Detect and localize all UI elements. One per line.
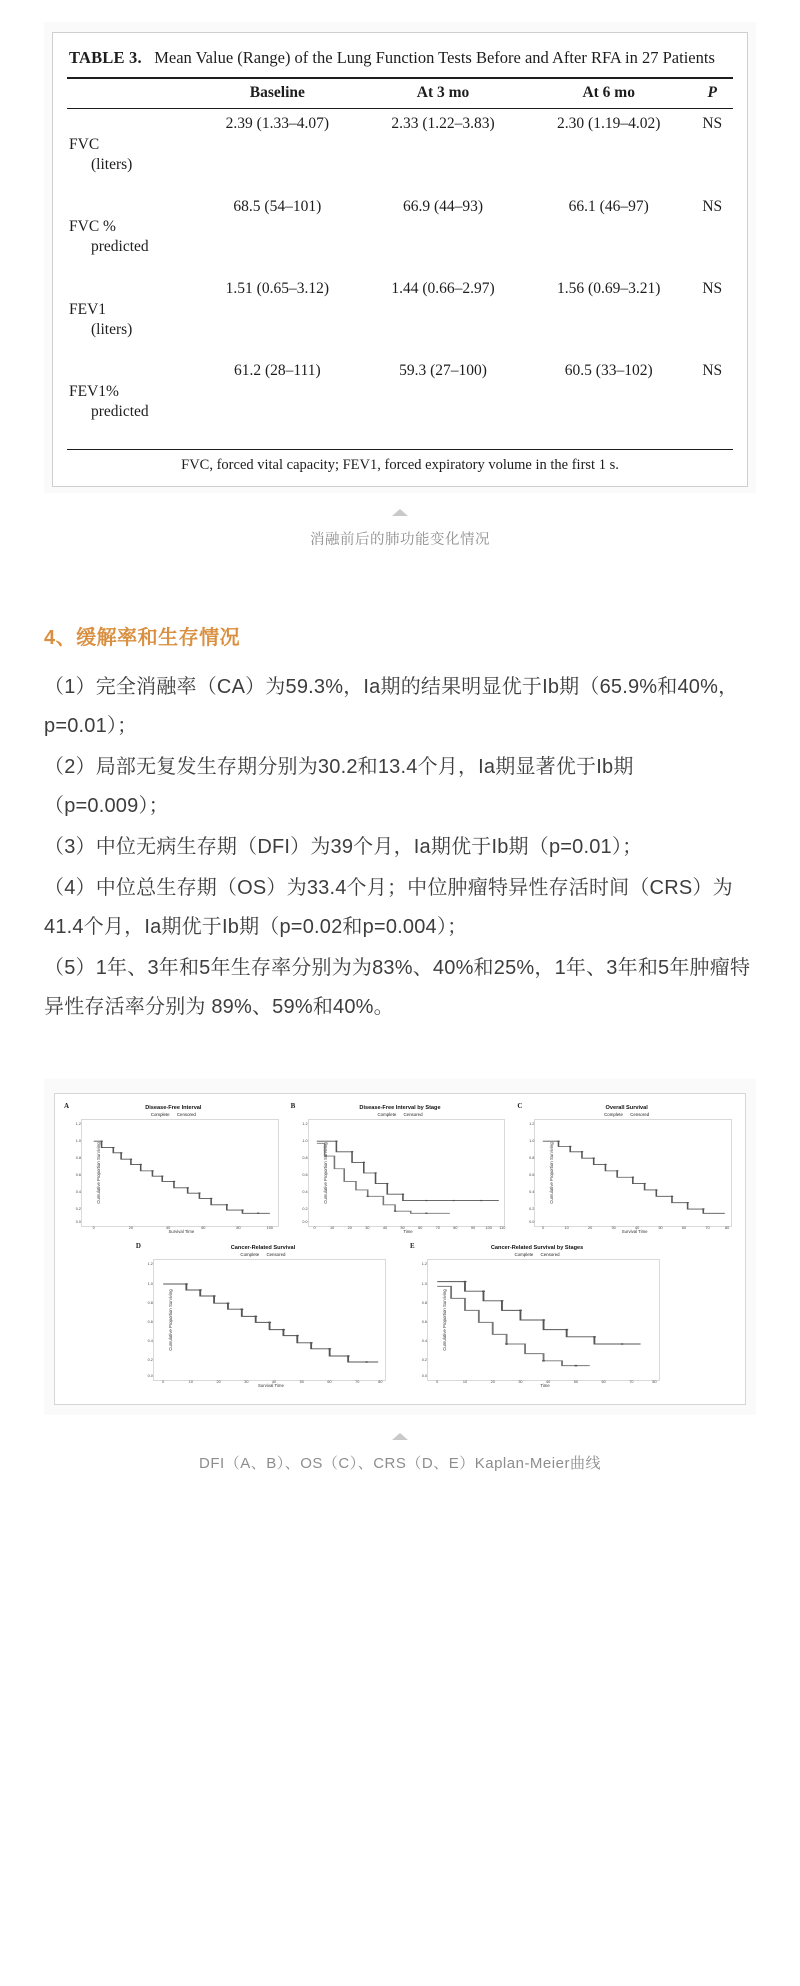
cell-at3mo: 59.3 (27–100) [399,362,487,380]
x-ticks-b: 0 10 20 30 40 50 60 70 80 90 100 110 [313,1225,506,1230]
section-heading: 4、缓解率和生存情况 [44,626,241,649]
legend-complete: Complete [514,1251,534,1257]
plot-area-e [421,1259,660,1384]
x-ticks-e: 0 10 20 30 40 50 60 70 80 [436,1379,657,1384]
legend-censored: Censored [176,1111,196,1117]
y-ticks-c: 1.2 1.0 0.8 0.6 0.4 0.2 0.0 [529,1121,535,1225]
panel-legend-b [292,1112,509,1117]
km-curve-e [428,1260,659,1380]
legend-complete: Complete [150,1111,170,1117]
legend-censored: Censored [540,1251,560,1257]
cell-p: NS [702,279,723,297]
lung-function-table-card [52,32,748,487]
x-axis-label-b: Time [403,1228,413,1234]
lung-function-table [67,79,733,442]
table-title-text: Mean Value (Range) of the Lung Function Tests Before and After RFA in 27 Patients [154,48,715,67]
km-curve-c [535,1120,731,1226]
km-curve-a [82,1120,278,1226]
charts-row-top [63,1102,737,1236]
table-header-row [67,79,733,109]
chart-panel-b [290,1102,511,1236]
x-ticks-a: 0 20 40 60 80 100 [92,1225,274,1230]
panel-letter-b: B [290,1101,296,1110]
paragraph-1: （1）完全消融率（CA）为59.3%，Ia期的结果明显优于Ib期（65.9%和40%，p=0.01）； [44,675,739,737]
row-label-main: FEV1 [69,300,107,318]
legend-complete: Complete [377,1111,397,1117]
row-label-fvc-percent [67,196,195,278]
x-axis-label-a: Survival Time [168,1228,195,1234]
row-label-fev1 [67,278,195,360]
plot-area-a [75,1119,279,1230]
cell-p: NS [702,115,723,133]
y-ticks-d: 1.2 1.0 0.8 0.6 0.4 0.2 0.0 [147,1262,153,1378]
legend-censored: Censored [266,1251,286,1257]
legend-complete: Complete [604,1111,623,1117]
paragraph-5: （5）1年、3年和5年生存率分别为为83%、40%和25%，1年、3年和5年肿瘤特异性存活率分别为 89%、59%和40%。 [44,956,751,1018]
cell-at6mo: 2.30 (1.19–4.02) [557,115,661,133]
row-label-main: FEV1% [69,383,119,401]
row-label-sub: (liters) [91,320,133,338]
column-header-p: P [692,79,733,109]
table-title [67,43,733,79]
cell-baseline: 68.5 (54–101) [233,197,322,215]
x-ticks-d: 0 10 20 30 40 50 60 70 80 [162,1379,383,1384]
y-axis-label-e: Cumulative Proportion Surviving [442,1288,448,1351]
panel-legend-a [65,1112,282,1117]
cell-at6mo: 60.5 (33–102) [564,362,653,380]
column-header-at6mo: At 6 mo [526,79,692,109]
chart-panel-c [516,1102,737,1236]
panel-legend-d [137,1252,389,1257]
column-header-blank [67,79,195,109]
y-ticks-a: 1.2 1.0 0.8 0.6 0.4 0.2 0.0 [75,1121,81,1225]
panel-letter-d: D [135,1241,141,1250]
row-label-sub: (liters) [91,155,133,173]
y-axis-label-a: Cumulative Proportion Surviving [96,1141,102,1204]
table-row [67,360,733,442]
cell-p: NS [702,362,723,380]
plot-area-c [529,1119,732,1230]
panel-title-d: Cancer-Related Survival [230,1244,296,1251]
table-row [67,109,733,196]
cell-at3mo: 66.9 (44–93) [402,197,484,215]
cell-at3mo: 2.33 (1.22–3.83) [391,115,495,133]
charts-caption-wrap [44,1415,756,1473]
cell-p: NS [702,197,723,215]
row-label-main: FVC % [69,218,116,236]
y-ticks-e: 1.2 1.0 0.8 0.6 0.4 0.2 0.0 [421,1262,427,1378]
chart-panel-d [135,1242,391,1390]
row-label-sub: predicted [91,402,149,420]
column-header-at3mo: At 3 mo [360,79,526,109]
x-axis-label-c: Survival Time [621,1228,648,1234]
y-axis-label-c: Cumulative Proportion Surviving [549,1141,555,1204]
table-title-label: TABLE 3. [69,48,142,67]
cell-at6mo: 1.56 (0.69–3.21) [557,279,661,297]
chart-panel-e [409,1242,665,1390]
cell-at6mo: 66.1 (46–97) [568,197,649,215]
legend-complete: Complete [240,1251,260,1257]
y-ticks-b: 1.2 1.0 0.8 0.6 0.4 0.2 0.0 [302,1121,308,1225]
column-header-baseline: Baseline [195,79,361,109]
panel-letter-e: E [410,1241,415,1250]
panel-letter-a: A [64,1101,70,1110]
chart-panel-a [63,1102,284,1236]
cell-at3mo: 1.44 (0.66–2.97) [391,279,495,297]
row-label-sub: predicted [91,238,149,256]
cell-baseline: 1.51 (0.65–3.12) [225,279,329,297]
x-axis-label-d: Survival Time [258,1382,284,1388]
x-ticks-c: 0 10 20 30 40 50 60 70 80 [542,1225,730,1230]
x-axis-label-e: Time [540,1382,550,1388]
panel-legend-e [411,1252,663,1257]
paragraph-2: （2）局部无复发生存期分别为30.2和13.4个月，Ia期显著优于Ib期（p=0.009）； [44,755,634,817]
row-label-fev1-percent [67,360,195,442]
table-caption-wrap [44,493,756,549]
charts-row-bottom [63,1242,737,1390]
panel-legend-c [518,1112,735,1117]
plot-area-b [302,1119,506,1230]
legend-censored: Censored [630,1111,650,1117]
plot-area-d [147,1259,386,1384]
y-axis-label-b: Cumulative Proportion Surviving [322,1141,328,1204]
panel-title-e: Cancer-Related Survival by Stages [490,1244,584,1251]
paragraph-3: （3）中位无病生存期（DFI）为39个月，Ia期优于Ib期（p=0.01）； [44,835,643,858]
table-row [67,196,733,278]
caret-up-icon [392,1433,408,1440]
charts-figure-block [44,1079,756,1415]
paragraph-4: （4）中位总生存期（OS）为33.4个月；中位肿瘤特异性存活时间（CRS）为41.4个月，Ia期优于Ib期（p=0.02和p=0.004）； [44,876,733,938]
table-caption: 消融前后的肺功能变化情况 [310,531,490,548]
kaplan-meier-panel-card [54,1093,746,1405]
cell-baseline: 61.2 (28–111) [234,362,321,380]
panel-title-a: Disease-Free Interval [145,1104,202,1111]
charts-caption: DFI（A、B）、OS（C）、CRS（D、E）Kaplan-Meier曲线 [199,1454,601,1472]
legend-censored: Censored [403,1111,423,1117]
row-label-fvc [67,109,195,196]
panel-title-b: Disease-Free Interval by Stage [359,1104,441,1111]
panel-title-c: Overall Survival [605,1104,648,1111]
table-footnote: FVC, forced vital capacity; FEV1, forced expiratory volume in the first 1 s. [67,449,733,478]
table-row [67,278,733,360]
km-curve-b [309,1120,505,1226]
panel-letter-c: C [517,1101,523,1110]
caret-up-icon [392,509,408,516]
y-axis-label-d: Cumulative Proportion Surviving [168,1288,174,1351]
table-figure-block [44,22,756,493]
km-curve-d [154,1260,385,1380]
cell-baseline: 2.39 (1.33–4.07) [225,115,329,133]
row-label-main: FVC [69,136,100,154]
